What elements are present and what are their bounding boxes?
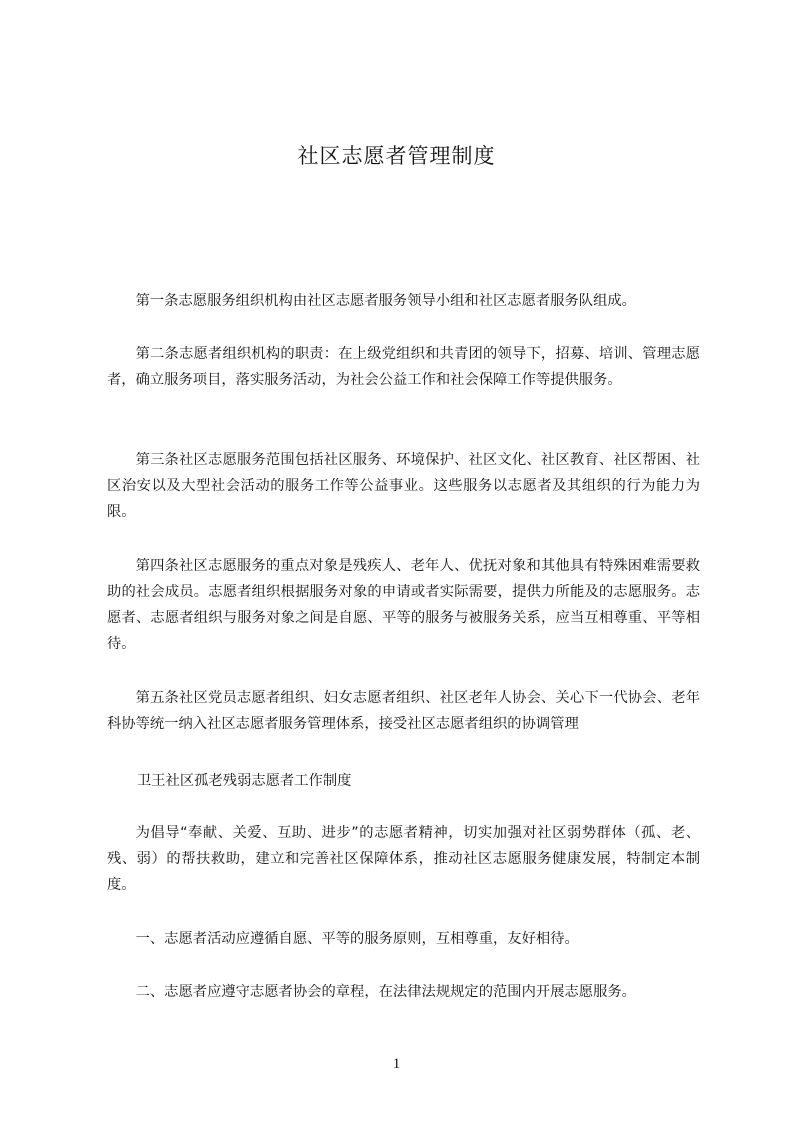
paragraph-article-1: 第一条志愿服务组织机构由社区志愿者服务领导小组和社区志愿者服务队组成。 [135,293,636,309]
paragraph-article-4: 第四条社区志愿服务的重点对象是残疾人、老年人、优抚对象和其他具有特殊困难需要救助的社会成员。志愿者组织根据服务对象的申请或者实际需要，提供力所能及的志愿服务。志愿者、志愿者组织与服务对象之间是自愿、平等的服务与被服务关系，应当互相尊重、平等相待。 [107,558,700,652]
paragraph-article-5: 第五条社区党员志愿者组织、妇女志愿者组织、社区老年人协会、关心下一代协会、老年科协等统一纳入社区志愿者服务管理体系，接受社区志愿者组织的协调管理 [107,690,700,732]
paragraph-rule-2: 二、志愿者应遵守志愿者协会的章程，在法律法规规定的范围内开展志愿服务。 [135,984,636,1000]
paragraph-rule-1: 一、志愿者活动应遵循自愿、平等的服务原则，互相尊重，友好相待。 [135,931,579,947]
document-title: 社区志愿者管理制度 [297,144,496,168]
section-heading: 卫王社区孤老残弱志愿者工作制度 [137,773,352,789]
paragraph-article-2: 第二条志愿者组织机构的职责：在上级党组织和共青团的领导下，招募、培训、管理志愿者，确立服务项目，落实服务活动，为社会公益工作和社会保障工作等提供服务。 [107,346,700,388]
page-number: 1 [392,1056,401,1072]
paragraph-article-3: 第三条社区志愿服务范围包括社区服务、环境保护、社区文化、社区教育、社区帮困、社区治安以及大型社会活动的服务工作等公益事业。这些服务以志愿者及其组织的行为能力为限。 [107,452,700,520]
paragraph-intro: 为倡导“奉献、关爱、互助、进步”的志愿者精神，切实加强对社区弱势群体（孤、老、残、弱）的帮扶救助，建立和完善社区保障体系，推动社区志愿服务健康发展，特制定本制度。 [107,825,700,893]
